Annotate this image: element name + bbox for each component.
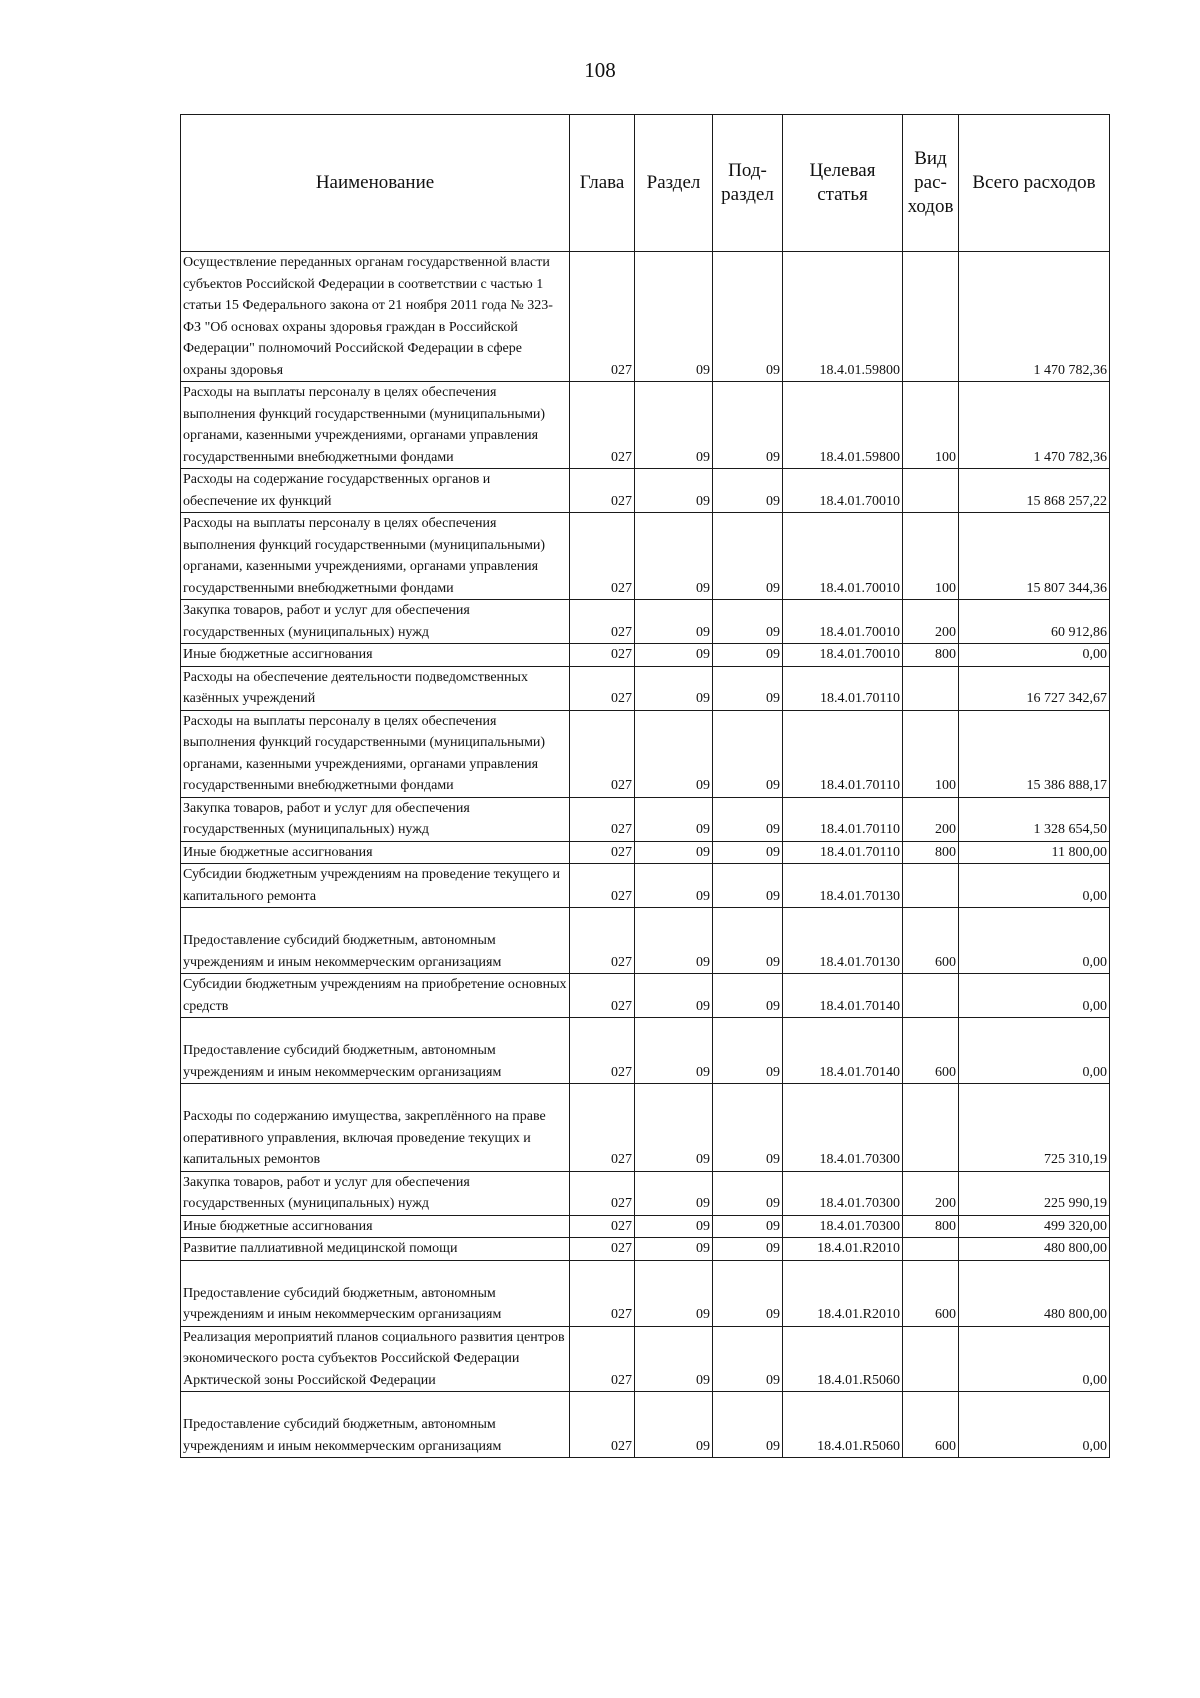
cell-name: Расходы на выплаты персоналу в целях обеспечения выполнения функций государственными (муниципальными) органами, казенными учреждениями, органами управления государственными внебюджетными фондами [181,382,570,469]
cell-total: 725 310,19 [959,1084,1110,1172]
header-razdel: Раздел [635,115,713,252]
table-row [181,666,1110,710]
cell-name: Предоставление субсидий бюджетным, автономным учреждениям и иным некоммерческим организациям [181,1260,570,1326]
cell-glava: 027 [570,864,635,908]
cell-total: 0,00 [959,1326,1110,1392]
cell-total: 0,00 [959,864,1110,908]
cell-podrazdel: 09 [713,864,783,908]
header-celevaya: Целевая статья [783,115,903,252]
cell-vid [903,666,959,710]
cell-razdel: 09 [635,710,713,797]
cell-podrazdel: 09 [713,1084,783,1172]
cell-podrazdel: 09 [713,1215,783,1238]
cell-razdel: 09 [635,382,713,469]
cell-name: Иные бюджетные ассигнования [181,644,570,667]
cell-glava: 027 [570,666,635,710]
table-row [181,908,1110,974]
cell-podrazdel: 09 [713,710,783,797]
cell-celevaya: 18.4.01.70130 [783,864,903,908]
cell-vid: 600 [903,1018,959,1084]
cell-podrazdel: 09 [713,1392,783,1458]
table-row [181,513,1110,600]
header-glava: Глава [570,115,635,252]
cell-name: Расходы на выплаты персоналу в целях обеспечения выполнения функций государственными (муниципальными) органами, казенными учреждениями, органами управления государственными внебюджетными фондами [181,513,570,600]
cell-total: 16 727 342,67 [959,666,1110,710]
cell-glava: 027 [570,644,635,667]
cell-podrazdel: 09 [713,1018,783,1084]
cell-glava: 027 [570,252,635,382]
cell-vid [903,864,959,908]
table-row [181,1215,1110,1238]
cell-razdel: 09 [635,644,713,667]
cell-name: Осуществление переданных органам государственной власти субъектов Российской Федерации в соответствии с частью 1 статьи 15 Федерального закона от 21 ноября 2011 года № 323-ФЗ "Об основах охраны здоровья граждан в Российской Федерации" полномочий Российской Федерации в сфере охраны здоровья [181,252,570,382]
cell-name: Расходы на выплаты персоналу в целях обеспечения выполнения функций государственными (муниципальными) органами, казенными учреждениями, органами управления государственными внебюджетными фондами [181,710,570,797]
table-row [181,1084,1110,1172]
cell-razdel: 09 [635,1215,713,1238]
cell-vid: 100 [903,382,959,469]
cell-vid [903,469,959,513]
table-row [181,644,1110,667]
table-row [181,1260,1110,1326]
cell-celevaya: 18.4.01.70110 [783,666,903,710]
cell-vid: 200 [903,797,959,841]
table-header [181,115,1110,252]
cell-razdel: 09 [635,600,713,644]
cell-total: 225 990,19 [959,1171,1110,1215]
header-name: Наименование [181,115,570,252]
cell-podrazdel: 09 [713,469,783,513]
header-vid: Вид рас- ходов [903,115,959,252]
cell-podrazdel: 09 [713,1238,783,1261]
cell-name: Предоставление субсидий бюджетным, автономным учреждениям и иным некоммерческим организациям [181,908,570,974]
cell-razdel: 09 [635,1260,713,1326]
cell-podrazdel: 09 [713,908,783,974]
cell-vid: 100 [903,710,959,797]
cell-total: 15 868 257,22 [959,469,1110,513]
cell-glava: 027 [570,1018,635,1084]
cell-razdel: 09 [635,908,713,974]
cell-name: Иные бюджетные ассигнования [181,1215,570,1238]
cell-glava: 027 [570,1392,635,1458]
cell-vid: 100 [903,513,959,600]
cell-total: 11 800,00 [959,841,1110,864]
cell-celevaya: 18.4.01.70110 [783,710,903,797]
cell-name: Расходы по содержанию имущества, закреплённого на праве оперативного управления, включая проведение текущих и капитальных ремонтов [181,1084,570,1172]
cell-total: 0,00 [959,644,1110,667]
cell-vid: 800 [903,1215,959,1238]
cell-razdel: 09 [635,974,713,1018]
table-row [181,469,1110,513]
budget-table [180,114,1110,1458]
cell-name: Закупка товаров, работ и услуг для обеспечения государственных (муниципальных) нужд [181,600,570,644]
cell-celevaya: 18.4.01.59800 [783,382,903,469]
cell-razdel: 09 [635,841,713,864]
cell-glava: 027 [570,908,635,974]
cell-name: Реализация мероприятий планов социального развития центров экономического роста субъектов Российской Федерации Арктической зоны Российской Федерации [181,1326,570,1392]
cell-name: Развитие паллиативной медицинской помощи [181,1238,570,1261]
cell-vid: 600 [903,1392,959,1458]
cell-celevaya: 18.4.01.70130 [783,908,903,974]
table-row [181,252,1110,382]
table-body [181,252,1110,1458]
cell-name: Расходы на содержание государственных органов и обеспечение их функций [181,469,570,513]
cell-podrazdel: 09 [713,1326,783,1392]
cell-name: Закупка товаров, работ и услуг для обеспечения государственных (муниципальных) нужд [181,1171,570,1215]
cell-total: 480 800,00 [959,1238,1110,1261]
cell-vid [903,252,959,382]
cell-vid: 800 [903,841,959,864]
cell-razdel: 09 [635,1392,713,1458]
cell-celevaya: 18.4.01.R2010 [783,1238,903,1261]
cell-podrazdel: 09 [713,797,783,841]
cell-name: Расходы на обеспечение деятельности подведомственных казённых учреждений [181,666,570,710]
page-number: 108 [584,58,616,82]
cell-razdel: 09 [635,1171,713,1215]
table-row [181,797,1110,841]
table-row [181,382,1110,469]
cell-glava: 027 [570,1326,635,1392]
cell-podrazdel: 09 [713,382,783,469]
cell-celevaya: 18.4.01.70010 [783,469,903,513]
cell-podrazdel: 09 [713,513,783,600]
cell-celevaya: 18.4.01.70300 [783,1215,903,1238]
cell-celevaya: 18.4.01.59800 [783,252,903,382]
cell-razdel: 09 [635,1326,713,1392]
table-row [181,1392,1110,1458]
cell-glava: 027 [570,1171,635,1215]
cell-total: 15 807 344,36 [959,513,1110,600]
cell-razdel: 09 [635,513,713,600]
cell-name: Субсидии бюджетным учреждениям на приобретение основных средств [181,974,570,1018]
cell-razdel: 09 [635,666,713,710]
table-row [181,1238,1110,1261]
cell-celevaya: 18.4.01.70140 [783,1018,903,1084]
cell-podrazdel: 09 [713,841,783,864]
cell-glava: 027 [570,1084,635,1172]
cell-podrazdel: 09 [713,1260,783,1326]
cell-celevaya: 18.4.01.70110 [783,841,903,864]
cell-vid: 200 [903,1171,959,1215]
cell-razdel: 09 [635,864,713,908]
cell-vid: 200 [903,600,959,644]
table-row [181,710,1110,797]
cell-total: 15 386 888,17 [959,710,1110,797]
cell-celevaya: 18.4.01.70010 [783,513,903,600]
table-row [181,841,1110,864]
cell-celevaya: 18.4.01.70010 [783,644,903,667]
cell-vid [903,1238,959,1261]
cell-total: 0,00 [959,908,1110,974]
cell-vid: 600 [903,908,959,974]
cell-name: Предоставление субсидий бюджетным, автономным учреждениям и иным некоммерческим организациям [181,1018,570,1084]
cell-celevaya: 18.4.01.70300 [783,1171,903,1215]
table-row [181,974,1110,1018]
cell-celevaya: 18.4.01.R5060 [783,1326,903,1392]
table-row [181,600,1110,644]
cell-razdel: 09 [635,1084,713,1172]
cell-name: Предоставление субсидий бюджетным, автономным учреждениям и иным некоммерческим организациям [181,1392,570,1458]
cell-podrazdel: 09 [713,252,783,382]
cell-celevaya: 18.4.01.70140 [783,974,903,1018]
cell-podrazdel: 09 [713,974,783,1018]
cell-total: 1 470 782,36 [959,382,1110,469]
cell-glava: 027 [570,1260,635,1326]
cell-celevaya: 18.4.01.70110 [783,797,903,841]
cell-glava: 027 [570,797,635,841]
cell-total: 0,00 [959,1018,1110,1084]
cell-celevaya: 18.4.01.70300 [783,1084,903,1172]
cell-podrazdel: 09 [713,666,783,710]
cell-total: 1 328 654,50 [959,797,1110,841]
cell-razdel: 09 [635,469,713,513]
cell-vid: 800 [903,644,959,667]
cell-celevaya: 18.4.01.R2010 [783,1260,903,1326]
table-row [181,864,1110,908]
cell-celevaya: 18.4.01.70010 [783,600,903,644]
cell-glava: 027 [570,469,635,513]
cell-total: 499 320,00 [959,1215,1110,1238]
cell-razdel: 09 [635,252,713,382]
cell-vid [903,1084,959,1172]
cell-glava: 027 [570,710,635,797]
cell-total: 480 800,00 [959,1260,1110,1326]
cell-razdel: 09 [635,1018,713,1084]
cell-name: Закупка товаров, работ и услуг для обеспечения государственных (муниципальных) нужд [181,797,570,841]
cell-glava: 027 [570,1238,635,1261]
cell-total: 1 470 782,36 [959,252,1110,382]
cell-glava: 027 [570,382,635,469]
cell-celevaya: 18.4.01.R5060 [783,1392,903,1458]
cell-name: Иные бюджетные ассигнования [181,841,570,864]
cell-total: 0,00 [959,974,1110,1018]
cell-glava: 027 [570,1215,635,1238]
cell-vid: 600 [903,1260,959,1326]
cell-glava: 027 [570,841,635,864]
cell-glava: 027 [570,974,635,1018]
table-row [181,1018,1110,1084]
cell-vid [903,1326,959,1392]
cell-name: Субсидии бюджетным учреждениям на проведение текущего и капитального ремонта [181,864,570,908]
cell-podrazdel: 09 [713,1171,783,1215]
cell-total: 60 912,86 [959,600,1110,644]
cell-podrazdel: 09 [713,600,783,644]
table-row [181,1326,1110,1392]
header-total: Всего расходов [959,115,1110,252]
cell-razdel: 09 [635,797,713,841]
cell-razdel: 09 [635,1238,713,1261]
cell-glava: 027 [570,600,635,644]
cell-podrazdel: 09 [713,644,783,667]
header-podrazdel: Под- раздел [713,115,783,252]
cell-vid [903,974,959,1018]
cell-glava: 027 [570,513,635,600]
cell-total: 0,00 [959,1392,1110,1458]
table-row [181,1171,1110,1215]
